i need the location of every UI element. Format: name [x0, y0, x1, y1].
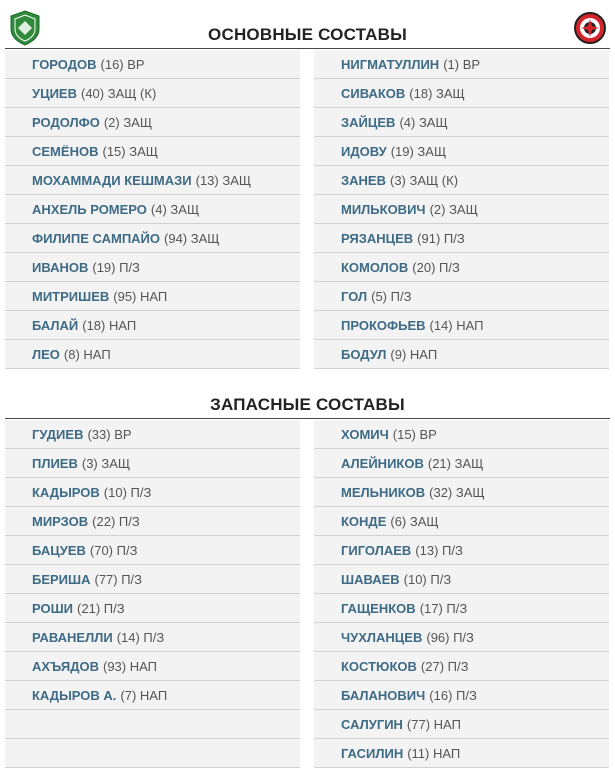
player-name[interactable]: ПЛИЕВ	[32, 455, 78, 471]
player-row	[5, 536, 300, 565]
player-name[interactable]: ФИЛИПЕ САМПАЙО	[32, 230, 161, 246]
player-name[interactable]: ПРОКОФЬЕВ	[341, 317, 426, 333]
starting-title: ОСНОВНЫЕ СОСТАВЫ	[208, 25, 407, 44]
away-starting-list	[314, 50, 609, 369]
player-number-position: (11) НАП	[407, 745, 461, 761]
player-number-position: (96) П/З	[426, 629, 474, 645]
player-row	[5, 594, 300, 623]
player-number-position: (18) НАП	[82, 317, 137, 333]
player-row	[314, 623, 609, 652]
player-row	[314, 652, 609, 681]
player-row	[5, 739, 300, 768]
player-row	[5, 681, 300, 710]
player-number-position: (2) ЗАЩ	[429, 201, 478, 217]
player-name[interactable]: ГОЛ	[341, 288, 368, 304]
player-name[interactable]: ШАВАЕВ	[341, 571, 400, 587]
player-number-position: (21) П/З	[77, 600, 125, 616]
player-row	[314, 507, 609, 536]
player-row	[5, 565, 300, 594]
player-name[interactable]: ГОРОДОВ	[32, 56, 97, 72]
player-row	[314, 108, 609, 137]
player-number-position: (4) ЗАЩ	[150, 201, 200, 217]
player-row	[5, 652, 300, 681]
player-name[interactable]: КОНДЕ	[341, 513, 387, 529]
player-row	[314, 739, 609, 768]
player-row	[314, 137, 609, 166]
subs-title: ЗАПАСНЫЕ СОСТАВЫ	[210, 395, 405, 414]
player-name[interactable]: ГИГОЛАЕВ	[341, 542, 412, 558]
player-name[interactable]: БАЛАНОВИЧ	[341, 687, 426, 703]
player-name[interactable]: СЕМЁНОВ	[32, 143, 99, 159]
player-row	[314, 478, 609, 507]
player-number-position: (13) ЗАЩ	[195, 172, 252, 188]
player-number-position: (18) ЗАЩ	[409, 85, 465, 101]
player-row	[314, 340, 609, 369]
player-number-position: (95) НАП	[113, 288, 168, 304]
player-number-position: (4) ЗАЩ	[399, 114, 448, 130]
player-number-position: (32) ЗАЩ	[429, 484, 485, 500]
player-name[interactable]: ИВАНОВ	[32, 259, 89, 275]
player-row	[5, 108, 300, 137]
player-number-position: (8) НАП	[63, 346, 111, 362]
player-name[interactable]: ИДОВУ	[341, 143, 387, 159]
starting-divider	[5, 48, 610, 49]
player-number-position: (91) П/З	[417, 230, 465, 246]
player-name[interactable]: СИВАКОВ	[341, 85, 406, 101]
player-number-position: (9) НАП	[390, 346, 438, 362]
player-name[interactable]: КОМОЛОВ	[341, 259, 409, 275]
player-name[interactable]: ГУДИЕВ	[32, 426, 84, 442]
player-row	[314, 449, 609, 478]
player-name[interactable]: РОДОЛФО	[32, 114, 100, 130]
away-subs-list	[314, 420, 609, 768]
player-number-position: (19) П/З	[92, 259, 140, 275]
home-starting-list	[5, 50, 300, 369]
home-subs-list	[5, 420, 300, 768]
player-number-position: (2) ЗАЩ	[103, 114, 153, 130]
player-number-position: (27) П/З	[420, 658, 469, 674]
player-name[interactable]: МИТРИШЕВ	[32, 288, 110, 304]
player-number-position: (1) ВР	[443, 56, 481, 72]
player-number-position: (15) ВР	[392, 426, 437, 442]
player-row	[5, 420, 300, 449]
player-name[interactable]: БАЛАЙ	[32, 317, 79, 333]
player-name[interactable]: АНХЕЛЬ РОМЕРО	[32, 201, 147, 217]
player-number-position: (15) ЗАЩ	[102, 143, 158, 159]
player-name[interactable]: ГАЩЕНКОВ	[341, 600, 416, 616]
player-name[interactable]: ЗАЙЦЕВ	[341, 114, 396, 130]
player-name[interactable]: САЛУГИН	[341, 716, 403, 732]
player-name[interactable]: НИГМАТУЛЛИН	[341, 56, 440, 72]
player-number-position: (70) П/З	[89, 542, 138, 558]
player-row	[314, 195, 609, 224]
player-number-position: (77) П/З	[94, 571, 143, 587]
player-row	[5, 224, 300, 253]
subs-header	[0, 379, 615, 419]
player-name[interactable]: МЕЛЬНИКОВ	[341, 484, 426, 500]
player-row	[314, 681, 609, 710]
player-number-position: (17) П/З	[419, 600, 468, 616]
player-row	[314, 536, 609, 565]
player-name[interactable]: МИРЗОВ	[32, 513, 89, 529]
player-row	[314, 79, 609, 108]
player-name[interactable]: АЛЕЙНИКОВ	[341, 455, 424, 471]
player-number-position: (7) НАП	[120, 687, 168, 703]
player-row	[5, 507, 300, 536]
player-row	[5, 710, 300, 739]
player-number-position: (10) П/З	[103, 484, 152, 500]
player-row	[5, 195, 300, 224]
player-number-position: (20) П/З	[412, 259, 460, 275]
player-name[interactable]: КАДЫРОВ	[32, 484, 100, 500]
player-name[interactable]: МОХАММАДИ КЕШМАЗИ	[32, 172, 192, 188]
player-number-position: (19) ЗАЩ	[390, 143, 447, 159]
player-row	[314, 710, 609, 739]
player-number-position: (13) П/З	[415, 542, 463, 558]
player-name[interactable]: ЛЕО	[32, 346, 60, 362]
player-row	[314, 253, 609, 282]
player-name[interactable]: ХОМИЧ	[341, 426, 389, 442]
player-number-position: (22) П/З	[92, 513, 140, 529]
player-row	[314, 594, 609, 623]
player-row	[314, 224, 609, 253]
starting-header	[0, 9, 615, 49]
player-row	[314, 50, 609, 79]
player-row	[5, 79, 300, 108]
player-number-position: (21) ЗАЩ	[427, 455, 484, 471]
player-row	[314, 311, 609, 340]
player-row	[314, 166, 609, 195]
player-row	[5, 166, 300, 195]
player-number-position: (10) П/З	[403, 571, 452, 587]
player-number-position: (14) П/З	[116, 629, 165, 645]
player-name[interactable]: КОСТЮКОВ	[341, 658, 417, 674]
player-row	[314, 565, 609, 594]
player-row	[5, 449, 300, 478]
player-number-position: (16) П/З	[429, 687, 477, 703]
player-number-position: (94) ЗАЩ	[164, 230, 220, 246]
player-number-position: (33) ВР	[87, 426, 132, 442]
player-number-position: (3) ЗАЩ	[81, 455, 131, 471]
player-row	[5, 253, 300, 282]
player-row	[5, 340, 300, 369]
player-name[interactable]: РЯЗАНЦЕВ	[341, 230, 414, 246]
player-name[interactable]: БОДУЛ	[341, 346, 387, 362]
player-number-position: (3) ЗАЩ (К)	[389, 172, 459, 188]
player-number-position: (14) НАП	[429, 317, 484, 333]
player-name[interactable]: ЗАНЕВ	[341, 172, 386, 188]
player-name[interactable]: ГАСИЛИН	[341, 745, 404, 761]
player-number-position: (5) П/З	[371, 288, 412, 304]
player-row	[5, 50, 300, 79]
player-name[interactable]: РАВАНЕЛЛИ	[32, 629, 113, 645]
player-row	[314, 282, 609, 311]
player-row	[5, 623, 300, 652]
player-row	[5, 311, 300, 340]
player-name[interactable]: УЦИЕВ	[32, 85, 77, 101]
player-name[interactable]: ЧУХЛАНЦЕВ	[341, 629, 423, 645]
player-row	[5, 137, 300, 166]
player-name[interactable]: РОШИ	[32, 600, 74, 616]
player-row	[5, 282, 300, 311]
player-number-position: (93) НАП	[102, 658, 157, 674]
player-name[interactable]: МИЛЬКОВИЧ	[341, 201, 426, 217]
player-name[interactable]: КАДЫРОВ А.	[32, 687, 117, 703]
player-row	[314, 420, 609, 449]
player-number-position: (16) ВР	[100, 56, 145, 72]
player-number-position: (77) НАП	[406, 716, 461, 732]
player-name[interactable]: АХЪЯДОВ	[32, 658, 99, 674]
subs-divider	[5, 418, 610, 419]
player-name[interactable]: БЕРИША	[32, 571, 91, 587]
player-number-position: (40) ЗАЩ (К)	[81, 85, 157, 101]
player-row	[5, 478, 300, 507]
player-name[interactable]: БАЦУЕВ	[32, 542, 86, 558]
player-number-position: (6) ЗАЩ	[390, 513, 439, 529]
